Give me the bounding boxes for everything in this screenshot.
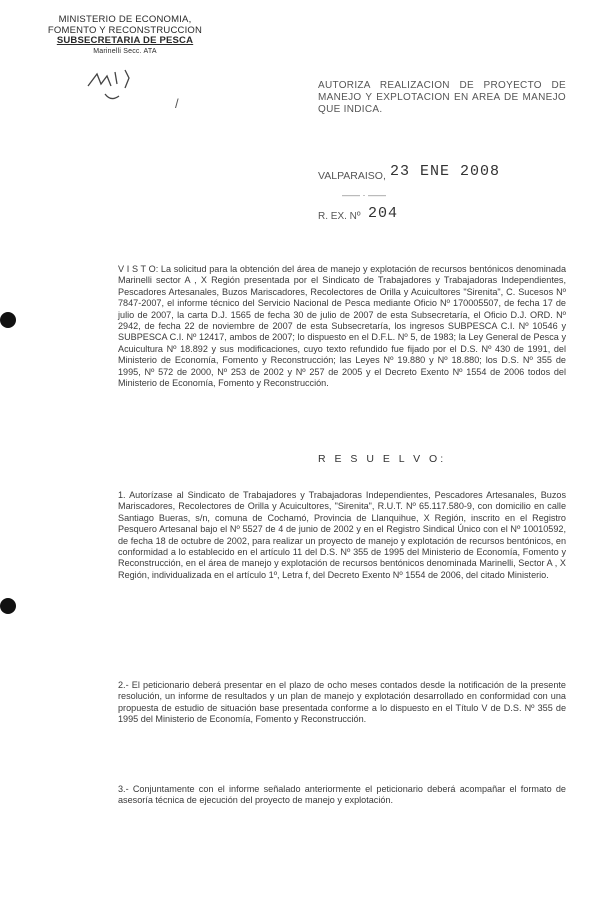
punch-hole-mark bbox=[0, 598, 16, 614]
resuelvo-heading: R E S U E L V O: bbox=[318, 453, 447, 465]
handwritten-signature-mark bbox=[85, 66, 145, 106]
document-title: AUTORIZA REALIZACION DE PROYECTO DE MANEJO Y EXPLOTACION EN AREA DE MANEJO QUE INDICA. bbox=[318, 80, 566, 115]
city-label: VALPARAISO, bbox=[318, 170, 386, 182]
punch-hole-mark bbox=[0, 312, 16, 328]
resolution-point-2: 2.- El peticionario deberá presentar en el plazo de ocho meses contados desde la notificación de la presente resolución, un informe de resultados y un plan de manejo y explotación desarrollado en conformidad con una propuesta de estudio de situación base presentada conforme a lo dispuesto en el Título V de D.S. Nº 355 de 1995 del Ministerio de Economía, Fomento y Reconstrucción. bbox=[118, 680, 566, 725]
margin-handwritten-mark: / bbox=[175, 96, 179, 111]
resolution-point-3: 3.- Conjuntamente con el informe señalado anteriormente el peticionario deberá acompañar el formato de asesoría técnica de ejecución del proyecto de manejo y explotación. bbox=[118, 784, 566, 806]
date-stamp: 23 ENE 2008 bbox=[390, 163, 501, 180]
resolution-point-1: 1. Autorízase al Sindicato de Trabajadores y Trabajadoras Independientes, Pescadores Artesanales, Buzos Mariscadores, Recolectores de Orilla y Acuicultores, "Sirenita", R.U.T. Nº 65.117.580-9, con domicilio en calle Santiago Bueras, s/n, comuna de Cochamó, Provincia de Llanquihue, X Región, inscrito en el Registro Pesquero Artesanal bajo el Nº 5527 de 4 de junio de 2002 y en el Registro Sindical Único con el Nº 10010592, de fecha 18 de octubre de 2002, para realizar un proyecto de manejo y explotación de recursos bentónicos, en conformidad a lo establecido en el artículo 11 del D.S. Nº 355 de 1995 del Ministerio de Economía, Fomento y Reconstrucción, en el área de manejo y explotación de recursos bentónicos denominada Marinelli, Sector A , X Región, individualizada en el artículo 1º, Letra f, del Decreto Exento Nº 1554 de 2006, del citado Ministerio. bbox=[118, 490, 566, 580]
ministry-line2: FOMENTO Y RECONSTRUCCION bbox=[47, 24, 203, 36]
exempt-resolution-number: 204 bbox=[368, 205, 399, 222]
ministry-header bbox=[40, 15, 210, 56]
separator-dash: —— · —— bbox=[342, 190, 386, 200]
exempt-resolution-label: R. EX. Nº bbox=[318, 211, 361, 222]
ministry-line1: MINISTERIO DE ECONOMIA, bbox=[58, 14, 192, 25]
initials-line: Marinelli Secc. ATA bbox=[93, 47, 157, 55]
subsecretaria-label: SUBSECRETARIA DE PESCA bbox=[56, 35, 194, 46]
visto-paragraph: V I S T O: La solicitud para la obtención del área de manejo y explotación de recursos bentónicos denominada Marinelli sector A , X Región presentada por el Sindicato de Trabajadores y Trabajadoras Independientes, Pescadores Artesanales, Buzos Mariscadores, Recolectores de Orilla y Acuicultores "Sirenita", C. Sucesos Nº 7847-2007, el informe técnico del Servicio Nacional de Pesca mediante Oficio Nº 170005507, de fecha 17 de julio de 2007, la carta D.J. 1565 de fecha 30 de julio de 2007 de esta Subsecretaría, el Oficio D.J. ORD. Nº 2942, de fecha 22 de noviembre de 2007 de esta Subsecretaría, los ingresos SUBPESCA C.I. Nº 10546 y SUBPESCA C.I. Nº 12417, ambos de 2007; lo dispuesto en el D.F.L. Nº 5, de 1983; la Ley General de Pesca y Acuicultura Nº 18.892 y sus modificaciones, cuyo texto refundido fue fijado por el D.S. Nº 430 de 1991, del Ministerio de Economía, Fomento y Reconstrucción; las Leyes Nº 19.880 y Nº 18.880; los D.S. Nº 355 de 1995, Nº 572 de 2000, Nº 253 de 2002 y Nº 257 de 2005 y el Decreto Exento Nº 1554 de 2006 todos del Ministerio de Economía, Fomento y Reconstrucción. bbox=[118, 264, 566, 389]
